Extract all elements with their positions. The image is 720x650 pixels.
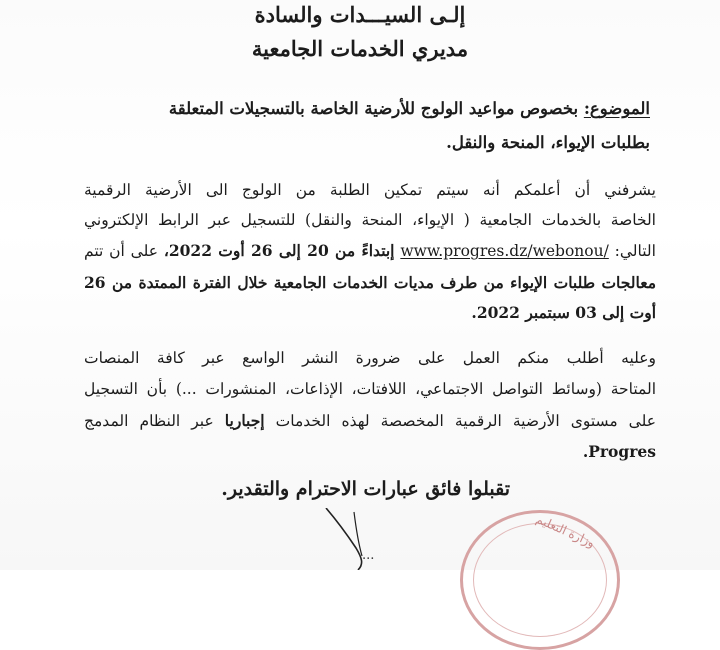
registration-link[interactable]: www.progres.dz/webonou/ — [400, 242, 609, 260]
registration-dates: إبتداءً من 20 إلى 26 أوت 2022، — [163, 241, 395, 260]
signature-text-fragment: ... — [362, 548, 375, 563]
subject-line-1 — [169, 99, 650, 118]
paragraph-2-line-1: وعليه أطلب منكم العمل على ضرورة النشر الواسع عبر كافة المنصات — [84, 349, 656, 367]
subject-label: الموضوع: — [583, 99, 650, 118]
stamp-text: وزارة التعليم — [533, 511, 597, 551]
paragraph-1-line-3 — [84, 241, 656, 260]
subject-text-1: بخصوص مواعيد الولوج للأرضية الخاصة بالتسجيلات المتعلقة — [168, 99, 579, 118]
paragraph-2-line-3-end: عبر النظام المدمج — [84, 412, 214, 430]
closing-line: تقبلوا فائق عبارات الاحترام والتقدير. — [221, 478, 510, 500]
addressee-line-2: مديري الخدمات الجامعية — [251, 36, 469, 61]
paragraph-1-line-2: الخاصة بالخدمات الجامعية ( الإيواء، المنحة والنقل) للتسجيل عبر الرابط الإلكتروني — [84, 211, 656, 229]
paragraph-1-line-3-start: التالي: — [614, 242, 656, 260]
paragraph-2-line-3 — [84, 411, 656, 430]
paragraph-2-line-3-start: على مستوى الأرضية الرقمية المخصصة لهذه الخدمات — [275, 412, 656, 430]
paragraph-1-line-4: معالجات طلبات الإيواء من طرف مديات الخدمات الجامعية خلال الفترة الممتدة من 26 — [84, 273, 656, 292]
addressee-line-1: إلـى السيـــدات والسادة — [254, 2, 466, 27]
mandatory-word: إجباريا — [224, 411, 265, 430]
paragraph-2-line-2: المتاحة (وسائط التواصل الاجتماعي، اللافتات، الإذاعات، المنشورات ...) بأن التسجيل — [84, 380, 656, 398]
paragraph-1-line-1: يشرفني أن أعلمكم أنه سيتم تمكين الطلبة من الولوج الى الأرضية الرقمية — [84, 181, 656, 199]
paragraph-1-line-5: أوت إلى 03 سبتمبر 2022. — [471, 303, 656, 322]
official-stamp — [460, 510, 620, 650]
subject-line-2: بطلبات الإيواء، المنحة والنقل. — [446, 133, 650, 152]
paragraph-2-line-4: Progres. — [582, 442, 656, 461]
paragraph-1-line-3-end: على أن تتم — [84, 242, 158, 260]
